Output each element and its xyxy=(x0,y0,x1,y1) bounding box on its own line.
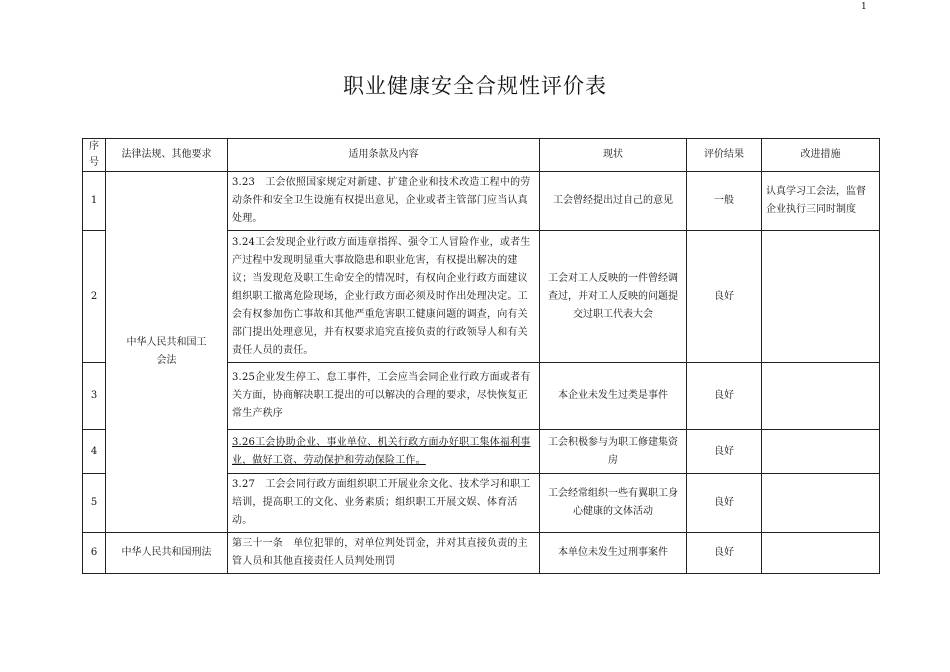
header-status: 现状 xyxy=(540,139,687,172)
header-no: 序号 xyxy=(83,139,106,172)
measure-cell xyxy=(762,474,880,533)
measure-cell xyxy=(762,231,880,363)
measure-cell: 认真学习工会法，监督企业执行三同时制度 xyxy=(762,172,880,231)
row-number: 1 xyxy=(83,172,106,231)
clause-cell: 3.27 工会会同行政方面组织职工开展业余文化、技术学习和职工培训，提高职工的文化、业务素质；组织职工开展文娱、体育活动。 xyxy=(228,474,540,533)
status-cell: 本单位未发生过刑事案件 xyxy=(540,533,687,574)
header-measure: 改进措施 xyxy=(762,139,880,172)
header-clause: 适用条款及内容 xyxy=(228,139,540,172)
measure-cell xyxy=(762,430,880,474)
law-cell: 中华人民共和国刑法 xyxy=(106,533,228,574)
page-number: 1 xyxy=(861,2,867,12)
clause-cell: 第三十一条 单位犯罪的，对单位判处罚金，并对其直接负责的主管人员和其他直接责任人员判处刑罚 xyxy=(228,533,540,574)
row-number: 3 xyxy=(83,363,106,430)
status-cell: 工会曾经提出过自己的意见 xyxy=(540,172,687,231)
status-cell: 工会经常组织一些有翼职工身心健康的文体活动 xyxy=(540,474,687,533)
document-title: 职业健康安全合规性评价表 xyxy=(343,74,607,98)
row-number: 4 xyxy=(83,430,106,474)
clause-cell: 3.25企业发生停工、怠工事件，工会应当会同企业行政方面或者有关方面，协商解决职工提出的可以解决的合理的要求，尽快恢复正常生产秩序 xyxy=(228,363,540,430)
status-cell: 工会对工人反映的一件曾经调查过，并对工人反映的问题提交过职工代表大会 xyxy=(540,231,687,363)
header-law: 法律法规、其他要求 xyxy=(106,139,228,172)
clause-cell: 3.23 工会依照国家规定对新建、扩建企业和技术改造工程中的劳动条件和安全卫生设施有权提出意见，企业或者主管部门应当认真处理。 xyxy=(228,172,540,231)
result-cell: 良好 xyxy=(687,430,762,474)
result-cell: 良好 xyxy=(687,533,762,574)
result-cell: 良好 xyxy=(687,231,762,363)
clause-cell: 3.26工会协助企业、事业单位、机关行政方面办好职工集体福利事业，做好工资、劳动保护和劳动保险工作。 xyxy=(228,430,540,474)
row-number: 5 xyxy=(83,474,106,533)
header-result: 评价结果 xyxy=(687,139,762,172)
status-cell: 工会积极参与为职工修建集资房 xyxy=(540,430,687,474)
result-cell: 良好 xyxy=(687,363,762,430)
table-row xyxy=(83,533,880,574)
clause-cell: 3.24工会发现企业行政方面违章指挥、强令工人冒险作业，或者生产过程中发现明显重大事故隐患和职业危害，有权提出解决的建议；当发现危及职工生命安全的情况时，有权向企业行政方面建议组织职工撤离危险现场，企业行政方面必须及时作出处理决定。工会有权参加伤亡事故和其他严重危害职工健康问题的调查，向有关部门提出处理意见，并有权要求追究直接负责的行政领导人和有关责任人员的责任。 xyxy=(228,231,540,363)
measure-cell xyxy=(762,363,880,430)
table-header-row xyxy=(83,139,880,172)
measure-cell xyxy=(762,533,880,574)
row-number: 6 xyxy=(83,533,106,574)
compliance-evaluation-table xyxy=(82,138,880,574)
result-cell: 一般 xyxy=(687,172,762,231)
status-cell: 本企业未发生过类是事件 xyxy=(540,363,687,430)
row-number: 2 xyxy=(83,231,106,363)
result-cell: 良好 xyxy=(687,474,762,533)
table-row xyxy=(83,172,880,231)
law-cell: 中华人民共和国工会法 xyxy=(106,172,228,533)
